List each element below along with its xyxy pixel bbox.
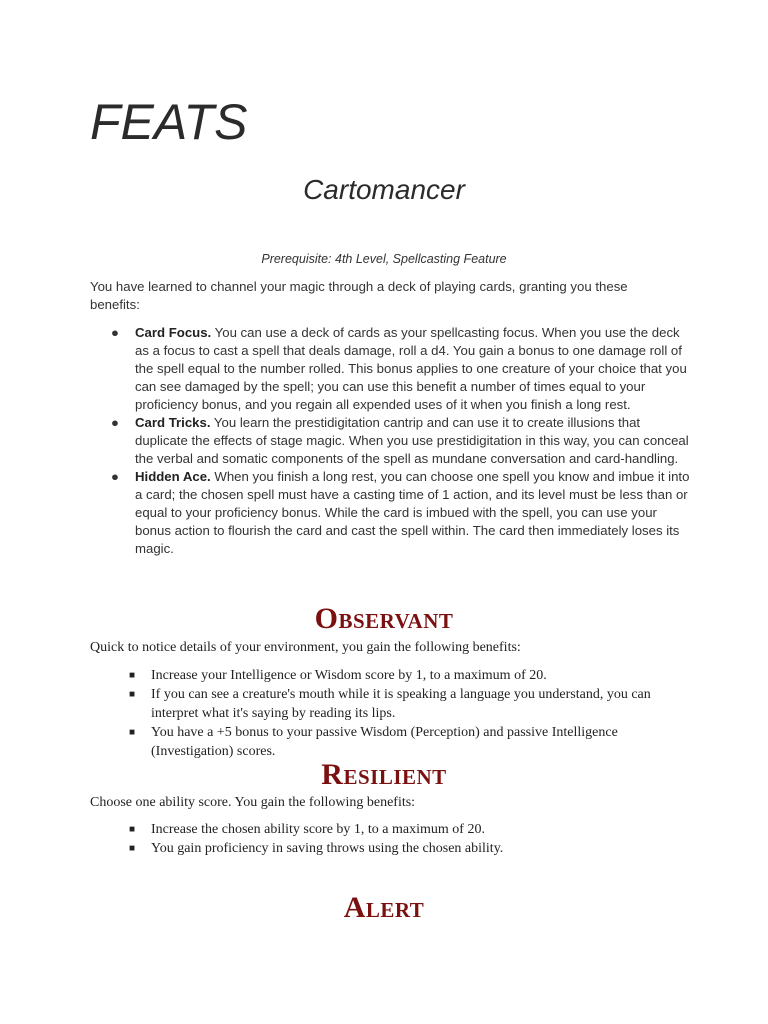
square-bullet-icon: ■: [129, 727, 136, 738]
feat-title-alert: Alert: [343, 891, 425, 924]
bullet-icon: ●: [111, 469, 119, 484]
list-item: [90, 685, 690, 723]
list-item: [90, 666, 690, 685]
bullet-icon: ●: [111, 325, 119, 340]
list-item: [90, 414, 690, 468]
cartomancer-intro: You have learned to channel your magic through a deck of playing cards, granting you these benefits:: [90, 279, 628, 312]
prerequisite-text: Prerequisite: 4th Level, Spellcasting Feature: [261, 252, 507, 266]
square-bullet-icon: ■: [129, 670, 136, 681]
feat-title-cartomancer: Cartomancer: [303, 174, 465, 205]
observant-benefit-list: [90, 666, 690, 761]
list-item: [90, 820, 690, 839]
resilient-intro: Choose one ability score. You gain the following benefits:: [90, 795, 416, 810]
benefit-name: Card Focus.: [135, 325, 212, 340]
bullet-icon: ●: [111, 415, 119, 430]
list-item: [90, 468, 690, 558]
list-item: [90, 839, 690, 858]
benefit-text: Increase the chosen ability score by 1, to a maximum of 20.: [151, 822, 485, 837]
page-title: FEATS: [90, 94, 248, 150]
resilient-benefit-list: [90, 820, 690, 858]
benefit-text: If you can see a creature's mouth while it is speaking a language you understand, you can interpret what it's saying by reading its lips.: [151, 687, 651, 721]
list-item: [90, 723, 690, 761]
benefit-text: You can use a deck of cards as your spellcasting focus. When you use the deck as a focus to cast a spell that deals damage, roll a d4. You gain a bonus to one damage roll of the spell equal to the number rolled. This bonus applies to one creature of your choice that you can see damaged by the spell; you can use this benefit a number of times equal to your proficiency bonus, and you regain all expended uses of it when you finish a long rest.: [135, 325, 687, 412]
benefit-text: When you finish a long rest, you can choose one spell you know and imbue it into a card; the chosen spell must have a casting time of 1 action, and its level must be less than or equal to your proficiency bonus. While the card is imbued with the spell, you can use your bonus action to flourish the card and cast the spell within. The card then immediately loses its magic.: [135, 469, 690, 556]
benefit-text: You have a +5 bonus to your passive Wisdom (Perception) and passive Intelligence (Investigation) scores.: [151, 725, 618, 759]
square-bullet-icon: ■: [129, 824, 136, 835]
cartomancer-benefit-list: [90, 324, 690, 558]
square-bullet-icon: ■: [129, 843, 136, 854]
list-item: [90, 324, 690, 414]
observant-intro: Quick to notice details of your environment, you gain the following benefits:: [90, 640, 521, 655]
benefit-text: Increase your Intelligence or Wisdom score by 1, to a maximum of 20.: [151, 668, 547, 683]
benefit-name: Hidden Ace.: [135, 469, 211, 484]
benefit-text: You gain proficiency in saving throws using the chosen ability.: [151, 841, 504, 856]
feat-title-resilient: Resilient: [321, 758, 447, 791]
benefit-text: You learn the prestidigitation cantrip and can use it to create illusions that duplicate the effects of stage magic. When you use prestidigitation in this way, you can conceal the verbal and somatic components of the spell as mundane conversation and card-handling.: [135, 415, 689, 466]
square-bullet-icon: ■: [129, 689, 136, 700]
benefit-name: Card Tricks.: [135, 415, 211, 430]
feat-title-observant: Observant: [314, 602, 454, 635]
